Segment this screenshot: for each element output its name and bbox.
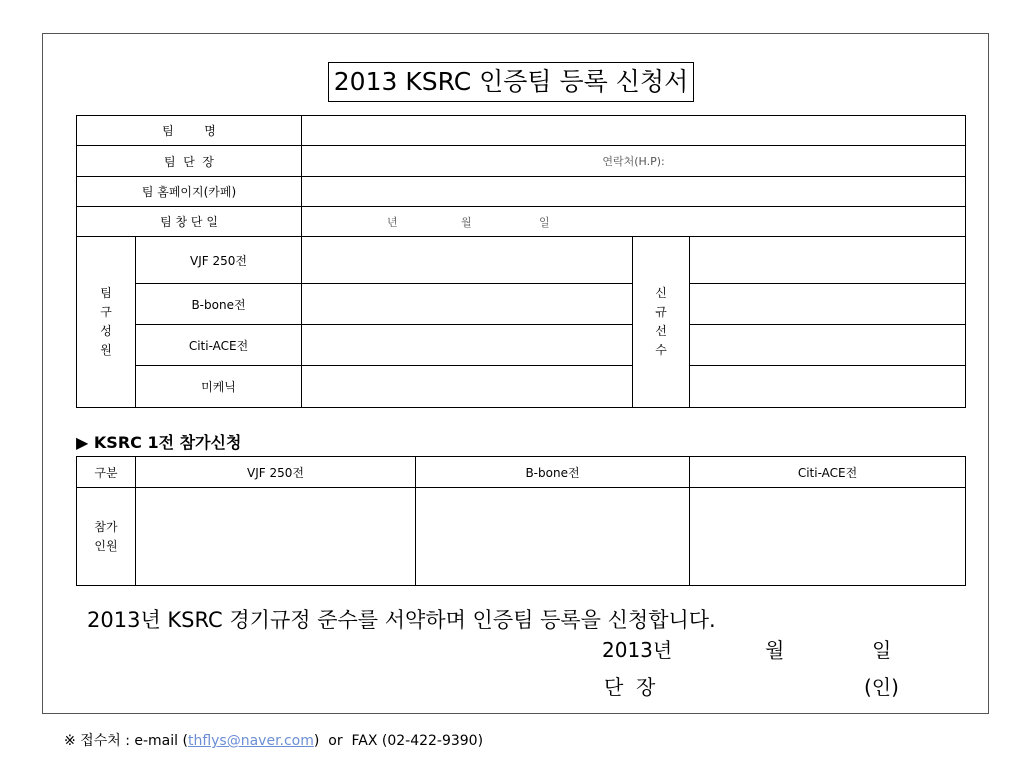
signature-month: 월 [765,638,785,662]
team-members-label [77,237,136,408]
apply-header-citiace: Citi-ACE전 [690,457,966,488]
participants-field-bbone[interactable] [416,488,690,586]
founded-month: 월 [461,215,472,229]
new-player-field-3[interactable] [690,325,966,366]
team-leader-field[interactable] [302,146,966,177]
submission-info [64,730,483,750]
participants-label [77,488,136,586]
new-player-field-4[interactable] [690,366,966,408]
participants-field-vjf[interactable] [136,488,416,586]
team-members-char: 팀 [100,286,112,300]
email-link[interactable]: thflys@naver.com [187,733,314,749]
team-name-field[interactable] [302,116,966,146]
signature-day: 일 [872,638,892,662]
founded-day: 일 [539,215,550,229]
division-label-bbone: B-bone전 [136,284,302,325]
new-players-char: 규 [655,305,667,319]
new-player-field-2[interactable] [690,284,966,325]
team-name-label: 팀 명 [77,116,302,146]
member-field-citiace[interactable] [302,325,633,366]
new-players-char: 신 [655,286,667,300]
member-field-vjf[interactable] [302,237,633,284]
homepage-label: 팀 홈페이지(카페) [77,177,302,207]
participants-label-line: 참가 [94,519,118,534]
registration-table [76,115,966,408]
apply-header-vjf: VJF 250전 [136,457,416,488]
new-players-label [633,237,690,408]
participants-label-line: 인원 [94,538,118,553]
footer-suffix: ) or FAX (02-422-9390) [313,733,484,749]
team-members-char: 원 [100,343,112,357]
footer-prefix: ※ 접수처 : e-mail ( [64,733,188,749]
section-title: KSRC 1전 참가신청 [93,433,242,452]
form-title: 2013 KSRC 인증팀 등록 신청서 [328,62,694,102]
participants-field-citiace[interactable] [690,488,966,586]
division-label-mechanic: 미케닉 [136,366,302,408]
new-players-char: 수 [655,343,667,357]
member-field-mechanic[interactable] [302,366,633,408]
team-leader-label: 팀 단 장 [77,146,302,177]
team-members-char: 성 [100,324,112,338]
triangle-icon: ▶ [76,433,89,452]
new-players-char: 선 [655,324,667,338]
founded-date-field[interactable] [302,207,966,237]
founded-year: 년 [387,215,398,229]
team-members-char: 구 [100,305,112,319]
apply-header-category: 구분 [77,457,136,488]
homepage-field[interactable] [302,177,966,207]
section-heading [76,430,241,453]
new-player-field-1[interactable] [690,237,966,284]
pledge-statement: 2013년 KSRC 경기규정 준수를 서약하며 인증팀 등록을 신청합니다. [87,608,716,632]
apply-header-bbone: B-bone전 [416,457,690,488]
contact-label: 연락처(H.P): [602,155,665,168]
founded-date-label: 팀 창 단 일 [77,207,302,237]
signature-seal: (인) [864,675,899,699]
application-table [76,456,966,586]
division-label-citiace: Citi-ACE전 [136,325,302,366]
signature-leader-label: 단 장 [604,675,656,699]
signature-year: 2013년 [602,638,673,662]
division-label-vjf: VJF 250전 [136,237,302,284]
member-field-bbone[interactable] [302,284,633,325]
